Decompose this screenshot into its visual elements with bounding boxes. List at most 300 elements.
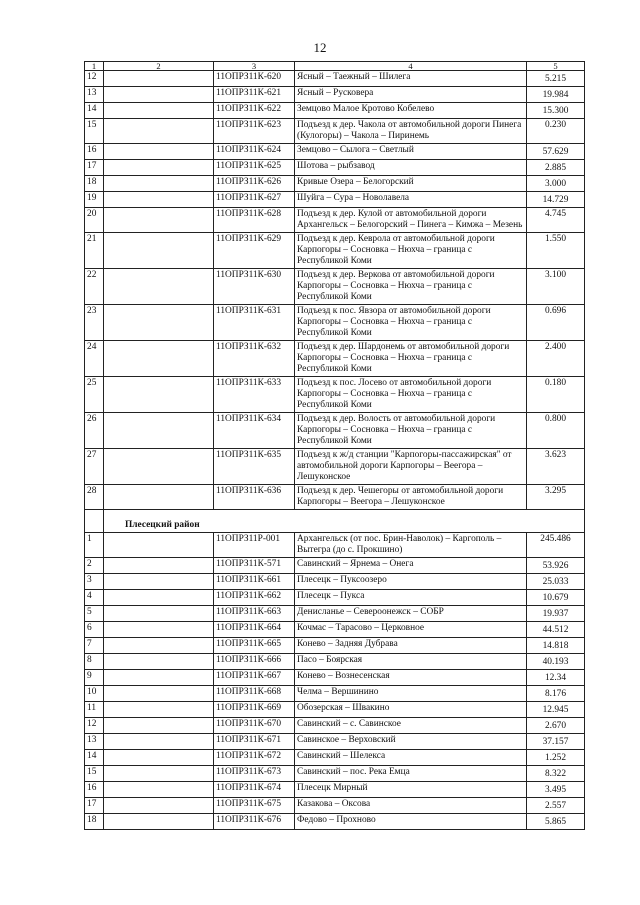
road-name-cell-text: Земцово – Сылога – Светлый [297,145,414,155]
row-number-cell [85,533,104,558]
row-number-cell-text: 3 [87,575,92,585]
road-name-cell [295,269,527,305]
road-name-cell [295,377,527,413]
road-code-cell [214,87,295,103]
road-code-cell-text: 11ОПРЗ11К-623 [216,120,282,130]
road-code-cell-text: 11ОПРЗ11К-571 [216,559,282,569]
row-number-cell-text: 15 [87,767,97,777]
row-number-cell-text: 16 [87,145,97,155]
road-name-cell [295,798,527,814]
road-name-cell-text: Конево – Задняя Дубрава [297,639,398,649]
row-number-cell [85,305,104,341]
row-number-cell-text: 22 [87,270,97,280]
row-number-cell-text: 2 [87,559,92,569]
road-length-cell-text: 12.34 [544,673,567,683]
table-row [85,654,585,670]
blank-cell [104,413,214,449]
road-name-cell [295,782,527,798]
road-name-cell [295,606,527,622]
road-length-cell-text: 14.729 [542,195,569,205]
road-name-cell [295,176,527,192]
blank-cell [85,510,104,533]
blank-cell [104,87,214,103]
row-number-cell [85,702,104,718]
blank-cell [104,702,214,718]
road-length-cell [527,766,585,782]
blank-cell [104,103,214,119]
row-number-cell [85,638,104,654]
row-number-cell [85,160,104,176]
blank-cell [104,71,214,87]
table-row [85,606,585,622]
blank-cell [104,654,214,670]
blank-cell [104,766,214,782]
road-name-cell-text: Подъезд к дер. Чакола от автомобильной дороги Пинега (Кулогоры) – Чакола – Пиринемь [297,120,522,141]
row-number-cell-text: 18 [87,815,97,825]
road-name-cell-text: Подъезд к ж/д станции "Карпогоры-пассажирская" от автомобильной дороги Карпогоры – Веегора – Лешуконское [297,450,512,482]
row-number-cell-text: 26 [87,414,97,424]
road-length-cell [527,103,585,119]
road-length-cell [527,176,585,192]
blank-cell [104,144,214,160]
road-code-cell [214,734,295,750]
road-code-cell [214,686,295,702]
road-code-cell-text: 11ОПРЗ11К-662 [216,591,282,601]
road-length-cell [527,798,585,814]
road-code-cell-text: 11ОПРЗ11К-620 [216,72,282,82]
road-length-cell-text: 25.033 [542,577,569,587]
road-length-cell-text: 245.486 [540,534,571,544]
road-length-cell [527,750,585,766]
road-name-cell-text: Плесецк Мирный [297,783,368,793]
road-code-cell [214,449,295,485]
road-name-cell-text: Савинский – с. Савинское [297,719,401,729]
blank-cell [104,208,214,233]
road-length-cell-text: 3.100 [544,270,567,280]
blank-cell [104,782,214,798]
road-code-cell-text: 11ОПРЗ11К-632 [216,342,282,352]
road-code-cell-text: 11ОПРЗ11К-628 [216,209,282,219]
road-length-cell [527,449,585,485]
table-row [85,103,585,119]
road-length-cell-text: 3.295 [544,486,567,496]
road-code-cell-text: 11ОПРЗ11К-625 [216,161,282,171]
road-name-cell-text: Савинский – Ярнема – Онега [297,559,414,569]
table-row [85,87,585,103]
blank-cell [104,341,214,377]
road-length-cell [527,305,585,341]
road-name-cell [295,160,527,176]
road-name-cell-text: Подъезд к дер. Кеврола от автомобильной дороги Карпогоры – Сосновка – Нюхча – граница с Республикой Коми [297,234,495,266]
road-length-cell-text: 40.193 [542,657,569,667]
road-code-cell [214,413,295,449]
road-length-cell [527,558,585,574]
row-number-cell [85,119,104,144]
road-length-cell [527,734,585,750]
road-length-cell [527,485,585,510]
blank-cell [104,622,214,638]
row-number-cell [85,718,104,734]
road-code-cell-text: 11ОПРЗ11К-663 [216,607,282,617]
road-name-cell-text: Подъезд к дер. Кулой от автомобильной дороги Архангельск – Белогорский – Пинега – Кимжа – Мезень [297,209,523,230]
row-number-cell-text: 20 [87,209,97,219]
table-row [85,144,585,160]
road-name-cell-text: Федово – Прохново [297,815,376,825]
blank-cell [104,798,214,814]
blank-cell [104,814,214,830]
row-number-cell [85,814,104,830]
road-length-cell [527,208,585,233]
road-code-cell [214,638,295,654]
table-row [85,449,585,485]
row-number-cell-text: 18 [87,177,97,187]
road-name-cell-text: Подъезд к пос. Явзора от автомобильной дороги Карпогоры – Сосновка – Нюхча – граница с Республикой Коми [297,306,491,338]
road-length-cell-text: 3.000 [544,179,567,189]
road-length-cell-text: 3.623 [544,450,567,460]
road-name-cell [295,233,527,269]
road-name-cell [295,413,527,449]
road-length-cell [527,574,585,590]
road-length-cell-text: 0.180 [544,378,567,388]
table-row [85,341,585,377]
road-code-cell-text: 11ОПРЗ11К-621 [216,88,282,98]
column-number-cell: 4 [295,62,527,71]
table-row [85,766,585,782]
road-name-cell [295,192,527,208]
road-length-cell-text: 1.252 [544,753,567,763]
blank-cell [104,686,214,702]
row-number-cell [85,670,104,686]
blank-cell [104,574,214,590]
road-name-cell-text: Кочмас – Тарасово – Церковное [297,623,425,633]
row-number-cell [85,654,104,670]
road-length-cell [527,718,585,734]
road-length-cell-text: 5.865 [544,817,567,827]
row-number-cell-text: 24 [87,342,97,352]
road-name-cell-text: Подъезд к дер. Волость от автомобильной дороги Карпогоры – Сосновка – Нюхча – граница с Республикой Коми [297,414,496,446]
road-length-cell [527,686,585,702]
road-name-cell-text: Кривые Озера – Белогорский [297,177,414,187]
blank-cell [104,606,214,622]
road-code-cell-text: 11ОПРЗ11К-674 [216,783,282,793]
road-code-cell [214,622,295,638]
road-name-cell-text: Челма – Вершинино [297,687,379,697]
road-name-cell [295,750,527,766]
road-length-cell-text: 0.230 [544,120,567,130]
road-name-cell-text: Ясный – Русковера [297,88,374,98]
table-row [85,71,585,87]
row-number-cell-text: 11 [87,703,97,713]
road-length-cell-text: 44.512 [542,625,569,635]
table-row [85,798,585,814]
road-name-cell-text: Пасо – Боярская [297,655,363,665]
blank-cell [104,305,214,341]
road-name-cell [295,305,527,341]
row-number-cell-text: 12 [87,72,97,82]
road-length-cell-text: 19.937 [542,609,569,619]
road-code-cell-text: 11ОПРЗ11К-633 [216,378,282,388]
blank-cell [104,176,214,192]
road-code-cell-text: 11ОПРЗ11К-630 [216,270,282,280]
column-number-row [85,62,585,71]
row-number-cell-text: 8 [87,655,92,665]
row-number-cell-text: 13 [87,88,97,98]
road-name-cell-text: Подъезд к дер. Веркова от автомобильной дороги Карпогоры – Сосновка – Нюхча – граница с Республикой Коми [297,270,495,302]
section-row [85,510,585,533]
row-number-cell [85,413,104,449]
road-length-cell [527,71,585,87]
row-number-cell [85,449,104,485]
road-length-cell [527,606,585,622]
blank-cell [104,192,214,208]
table-row [85,638,585,654]
road-name-cell [295,558,527,574]
road-length-cell-text: 57.629 [542,147,569,157]
road-name-cell-text: Земцово Малое Кротово Кобелево [297,104,435,114]
row-number-cell-text: 9 [87,671,92,681]
table-row [85,814,585,830]
column-number-cell: 5 [527,62,585,71]
road-code-cell [214,377,295,413]
road-code-cell-text: 11ОПРЗ11К-622 [216,104,282,114]
row-number-cell [85,71,104,87]
road-code-cell [214,798,295,814]
road-name-cell-text: Обозерская – Швакино [297,703,390,713]
road-code-cell-text: 11ОПРЗ11К-668 [216,687,282,697]
road-length-cell [527,654,585,670]
road-code-cell [214,176,295,192]
road-code-cell [214,233,295,269]
road-name-cell-text: Шуйга – Сура – Новолавела [297,193,410,203]
road-name-cell [295,670,527,686]
row-number-cell-text: 17 [87,161,97,171]
road-name-cell [295,814,527,830]
row-number-cell-text: 13 [87,735,97,745]
road-length-cell [527,590,585,606]
road-code-cell-text: 11ОПРЗ11К-624 [216,145,282,155]
road-code-cell [214,71,295,87]
road-code-cell [214,590,295,606]
row-number-cell-text: 15 [87,120,97,130]
row-number-cell [85,144,104,160]
row-number-cell [85,606,104,622]
column-number-cell: 1 [85,62,104,71]
road-name-cell [295,449,527,485]
table-row [85,269,585,305]
road-code-cell-text: 11ОПРЗ11К-673 [216,767,282,777]
row-number-cell-text: 14 [87,104,97,114]
road-length-cell-text: 2.400 [544,342,567,352]
road-code-cell-text: 11ОПРЗ11К-661 [216,575,282,585]
road-code-cell-text: 11ОПРЗ11К-671 [216,735,282,745]
road-code-cell [214,670,295,686]
table-row [85,119,585,144]
row-number-cell [85,485,104,510]
road-code-cell [214,574,295,590]
road-name-cell [295,590,527,606]
blank-cell [104,558,214,574]
section-title: Плесецкий район [104,510,585,533]
table-row [85,686,585,702]
table-row [85,377,585,413]
road-code-cell-text: 11ОПРЗ11К-666 [216,655,282,665]
road-name-cell [295,119,527,144]
road-name-cell [295,766,527,782]
road-length-cell [527,160,585,176]
road-length-cell [527,814,585,830]
table-row [85,734,585,750]
road-length-cell [527,782,585,798]
road-code-cell [214,485,295,510]
road-name-cell [295,638,527,654]
road-name-cell-text: Подъезд к дер. Шардонемь от автомобильной дороги Карпогоры – Сосновка – Нюхча – граница с Республикой Коми [297,342,510,374]
row-number-cell-text: 16 [87,783,97,793]
blank-cell [104,734,214,750]
road-name-cell [295,341,527,377]
road-name-cell [295,87,527,103]
road-code-cell [214,654,295,670]
road-name-cell [295,208,527,233]
blank-cell [104,119,214,144]
road-name-cell-text: Подъезд к пос. Лосево от автомобильной дороги Карпогоры – Сосновка – Нюхча – граница с Республикой Коми [297,378,492,410]
row-number-cell [85,558,104,574]
road-code-cell [214,606,295,622]
road-code-cell-text: 11ОПРЗ11К-670 [216,719,282,729]
blank-cell [104,485,214,510]
road-length-cell-text: 15.300 [542,106,569,116]
row-number-cell [85,341,104,377]
table-row [85,702,585,718]
road-length-cell [527,233,585,269]
road-length-cell-text: 5.215 [544,74,567,84]
road-code-cell [214,814,295,830]
road-length-cell-text: 2.885 [544,163,567,173]
row-number-cell [85,233,104,269]
row-number-cell [85,590,104,606]
road-name-cell-text: Плесецк – Пуксоозеро [297,575,387,585]
roads-table [84,61,585,830]
road-length-cell-text: 2.670 [544,721,567,731]
table-row [85,233,585,269]
row-number-cell-text: 28 [87,486,97,496]
road-code-cell-text: 11ОПРЗ11К-635 [216,450,282,460]
road-length-cell [527,144,585,160]
road-length-cell-text: 4.745 [544,209,567,219]
blank-cell [104,160,214,176]
row-number-cell [85,103,104,119]
blank-cell [104,233,214,269]
road-length-cell [527,269,585,305]
road-name-cell-text: Савинский – пос. Река Емца [297,767,410,777]
road-length-cell [527,413,585,449]
table-row [85,208,585,233]
road-name-cell [295,71,527,87]
road-length-cell [527,119,585,144]
row-number-cell [85,734,104,750]
road-name-cell-text: Савинский – Шелекса [297,751,386,761]
road-code-cell-text: 11ОПРЗ11К-675 [216,799,282,809]
column-number-cell: 2 [104,62,214,71]
road-name-cell [295,718,527,734]
road-length-cell [527,622,585,638]
road-code-cell-text: 11ОПРЗ11К-626 [216,177,282,187]
road-length-cell-text: 19.984 [542,90,569,100]
row-number-cell [85,782,104,798]
road-code-cell [214,103,295,119]
table-row [85,558,585,574]
road-length-cell-text: 8.322 [544,769,567,779]
road-name-cell [295,574,527,590]
road-name-cell-text: Ясный – Таежный – Шилега [297,72,411,82]
row-number-cell-text: 1 [87,534,92,544]
road-name-cell [295,686,527,702]
road-code-cell [214,341,295,377]
blank-cell [104,533,214,558]
blank-cell [104,750,214,766]
road-code-cell-text: 11ОПРЗ11К-627 [216,193,282,203]
road-length-cell-text: 3.495 [544,785,567,795]
column-number-cell: 3 [214,62,295,71]
road-name-cell-text: Денисланье – Североонежск – СОБР [297,607,444,617]
blank-cell [104,269,214,305]
row-number-cell-text: 19 [87,193,97,203]
road-code-cell-text: 11ОПРЗ11К-669 [216,703,282,713]
blank-cell [104,638,214,654]
table-row [85,305,585,341]
road-code-cell-text: 11ОПРЗ11К-665 [216,639,282,649]
road-code-cell [214,558,295,574]
row-number-cell [85,87,104,103]
road-name-cell [295,622,527,638]
road-name-cell-text: Подъезд к дер. Чешегоры от автомобильной дороги Карпогоры – Веегора – Лешуконское [297,486,504,507]
row-number-cell [85,377,104,413]
road-code-cell-text: 11ОПРЗ11К-634 [216,414,282,424]
row-number-cell-text: 23 [87,306,97,316]
road-code-cell [214,208,295,233]
row-number-cell [85,208,104,233]
road-code-cell [214,750,295,766]
row-number-cell-text: 4 [87,591,92,601]
blank-cell [104,449,214,485]
road-length-cell [527,533,585,558]
blank-cell [104,718,214,734]
table-row [85,533,585,558]
road-code-cell-text: 11ОПРЗ11К-636 [216,486,282,496]
row-number-cell-text: 6 [87,623,92,633]
table-row [85,670,585,686]
row-number-cell-text: 14 [87,751,97,761]
road-code-cell [214,533,295,558]
road-length-cell [527,192,585,208]
road-name-cell [295,144,527,160]
row-number-cell [85,798,104,814]
road-code-cell [214,192,295,208]
page-number: 12 [313,40,327,55]
road-code-cell [214,305,295,341]
row-number-cell-text: 17 [87,799,97,809]
row-number-cell [85,686,104,702]
road-length-cell-text: 53.926 [542,561,569,571]
road-code-cell [214,782,295,798]
row-number-cell [85,269,104,305]
road-name-cell-text: Архангельск (от пос. Брин-Наволок) – Каргополь – Вытегра (до с. Прокшино) [297,534,502,555]
row-number-cell-text: 10 [87,687,97,697]
road-name-cell [295,533,527,558]
road-name-cell-text: Шотова – рыбзавод [297,161,375,171]
road-code-cell [214,718,295,734]
road-length-cell-text: 2.557 [544,801,567,811]
row-number-cell [85,176,104,192]
